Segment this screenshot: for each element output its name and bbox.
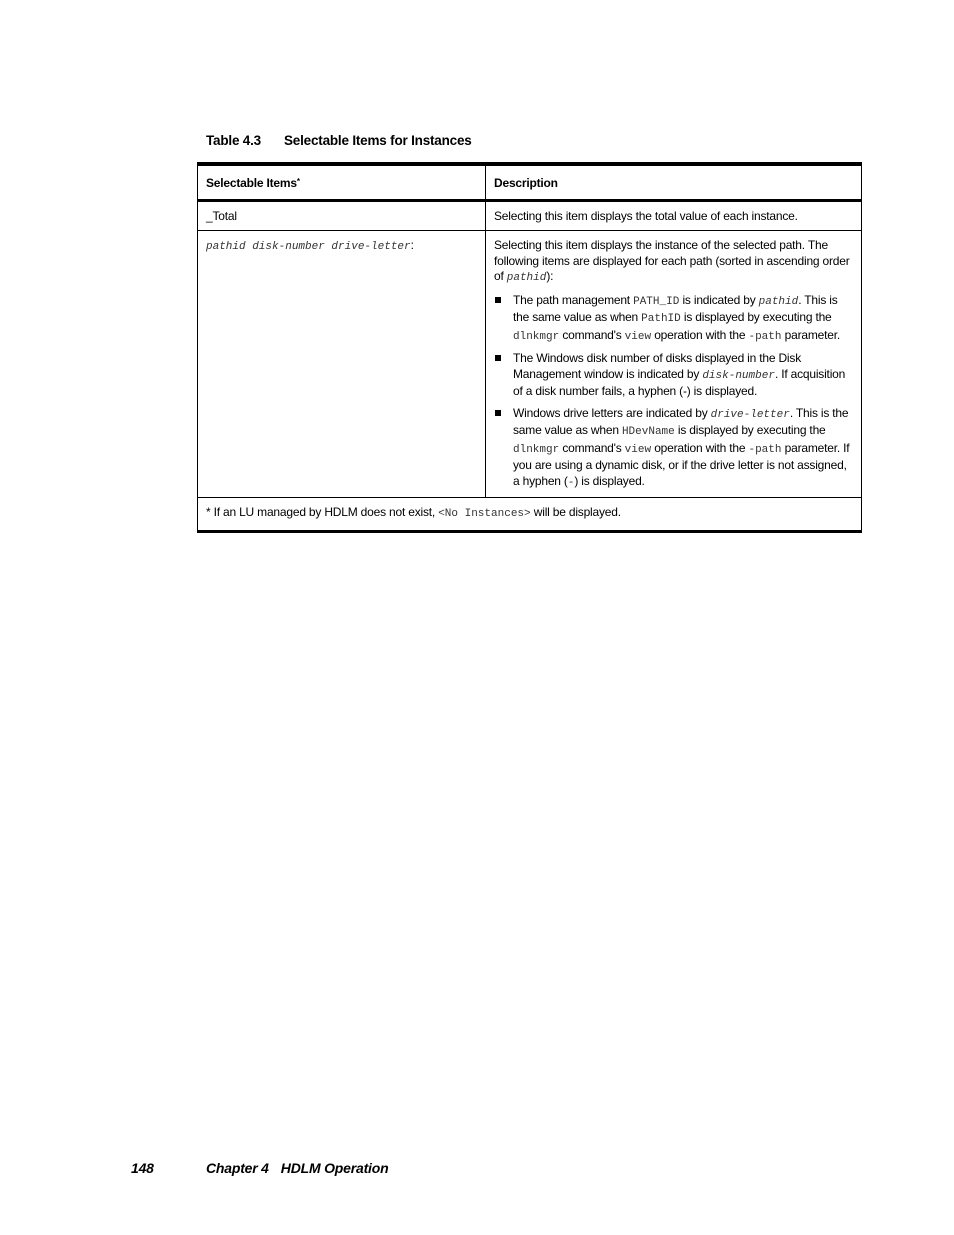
- table-note: * If an LU managed by HDLM does not exist, <No Instances> will be displayed.: [198, 498, 862, 532]
- path-intro: Selecting this item displays the instance of the selected path. The following items are displayed for each path (sorted in ascending order of pathid):: [494, 238, 850, 284]
- header-selectable-items: Selectable Items*: [198, 164, 486, 200]
- table-row-total: [198, 200, 862, 231]
- square-bullet-icon: [495, 355, 501, 361]
- list-item: Windows drive letters are indicated by drive-letter. This is the same value as when HDevName is displayed by executing the dlnkmgr command's view operation with the -path parameter. If you are using a dynamic disk, or if the drive letter is not assigned, a hyphen (-) is displayed.: [494, 406, 853, 492]
- path-details-list: [494, 293, 853, 492]
- square-bullet-icon: [495, 297, 501, 303]
- description-total: Selecting this item displays the total value of each instance.: [486, 200, 862, 231]
- list-item: The path management PATH_ID is indicated by pathid. This is the same value as when PathID is displayed by executing the dlnkmgr command's view operation with the -path parameter.: [494, 293, 853, 346]
- item-path: pathid disk-number drive-letter:: [198, 231, 486, 498]
- table-note-row: [198, 498, 862, 532]
- selectable-items-table: [197, 162, 862, 533]
- page-number: 148: [131, 1160, 154, 1176]
- chapter-title: HDLM Operation: [280, 1160, 389, 1176]
- table-row-path: [198, 231, 862, 498]
- table-number: Table 4.3: [206, 133, 261, 148]
- table-caption: [206, 133, 472, 148]
- chapter-heading: [206, 1160, 388, 1176]
- table-title: Selectable Items for Instances: [284, 133, 472, 148]
- item-total: _Total: [198, 200, 486, 231]
- list-item: The Windows disk number of disks displayed in the Disk Management window is indicated by disk-number. If acquisition of a disk number fails, a hyphen (-) is displayed.: [494, 351, 853, 400]
- header-description: Description: [486, 164, 862, 200]
- description-path: [486, 231, 862, 498]
- table-header-row: [198, 164, 862, 200]
- chapter-label: Chapter 4: [206, 1160, 269, 1176]
- footnote-mark: *: [296, 177, 300, 186]
- square-bullet-icon: [495, 410, 501, 416]
